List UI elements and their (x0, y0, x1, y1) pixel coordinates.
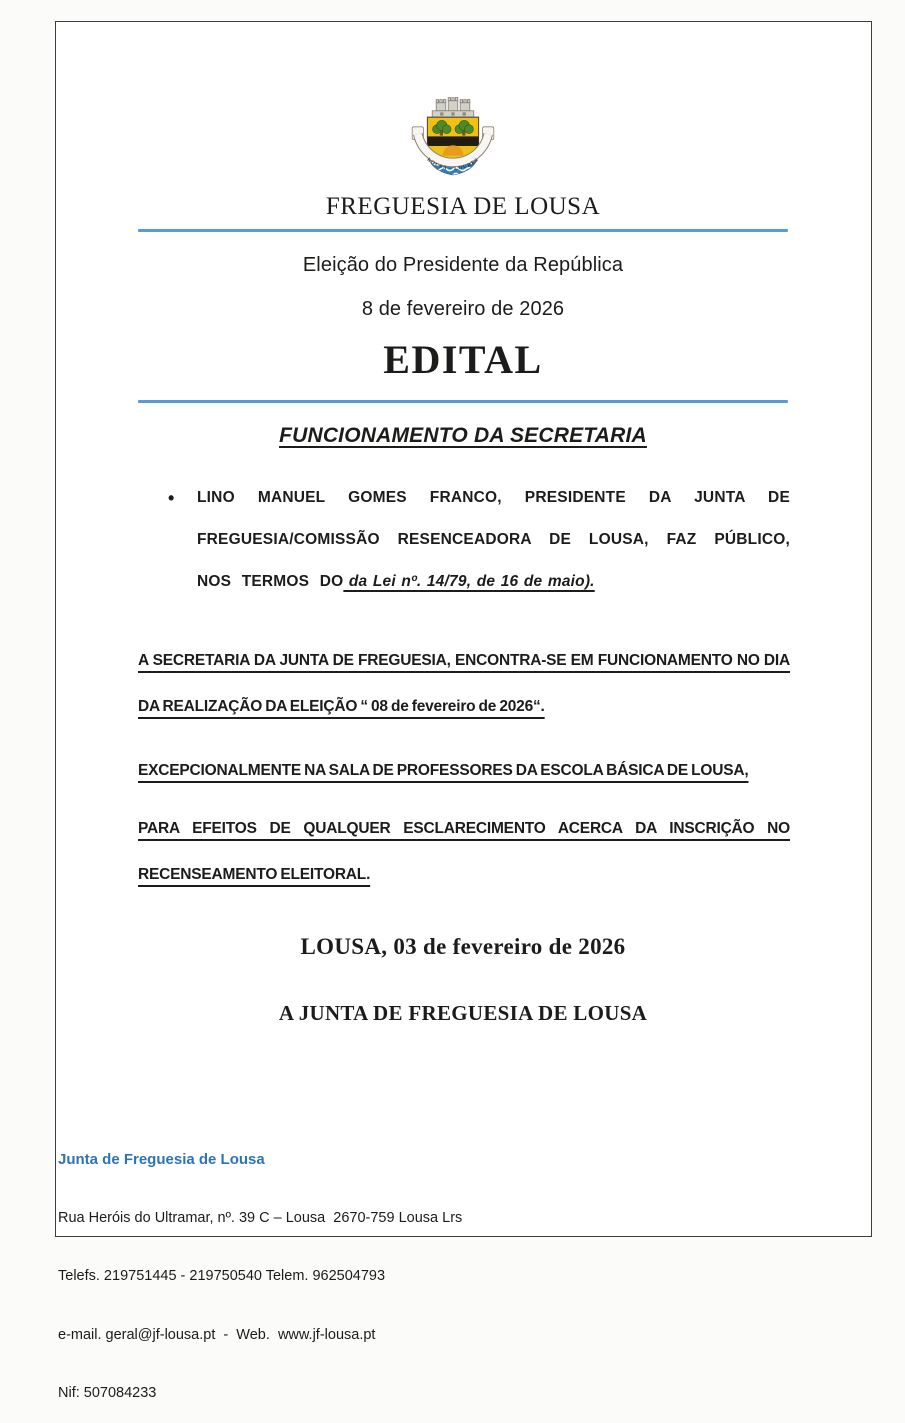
paragraph-secretaria: A SECRETARIA DA JUNTA DE FREGUESIA, ENCONTRA-SE EM FUNCIONAMENTO NO DIA DA REALIZAÇÃO DA ELEIÇÃO “ 08 de fevereiro de 2026“. (138, 652, 790, 715)
signature-line: A JUNTA DE FREGUESIA DE LOUSA (278, 1001, 648, 1025)
announcement-bullet-item (158, 477, 790, 603)
footer-nif: Nif: 507084233 (58, 1385, 157, 1401)
paragraph-excepcionalmente: EXCEPCIONALMENTE NA SALA DE PROFESSORES DA ESCOLA BÁSICA DE LOUSA, (138, 762, 749, 779)
coat-of-arms-icon (405, 92, 501, 184)
doc-title: EDITAL (383, 337, 543, 382)
bridge-icon (427, 136, 478, 146)
title-rule (138, 400, 788, 403)
law-reference-text: da Lei nº. 14/79, de 16 de maio). (343, 573, 595, 590)
header-rule (138, 229, 788, 232)
announcement-bold-text: LINO MANUEL GOMES FRANCO, PRESIDENTE DA JUNTA DE FREGUESIA/COMISSÃO RESENCEADORA DE LOUSA, FAZ PÚBLICO, NOS TERMOS DO (197, 489, 790, 590)
org-title: FREGUESIA DE LOUSA (325, 193, 601, 220)
election-date-subtitle: 8 de fevereiro de 2026 (361, 298, 565, 320)
bullet-marker: • (168, 488, 175, 508)
ribbon-text: LOUSA - LOURES (425, 156, 481, 173)
footer-org-name: Junta de Freguesia de Lousa (58, 1151, 265, 1168)
election-subtitle: Eleição do Presidente da República (302, 254, 624, 276)
section-title: FUNCIONAMENTO DA SECRETARIA (279, 424, 647, 447)
footer-contact-block (58, 1111, 488, 1423)
paragraph-para-efeitos: PARA EFEITOS DE QUALQUER ESCLARECIMENTO ACERCA DA INSCRIÇÃO NO RECENSEAMENTO ELEITORAL. (138, 820, 790, 883)
footer-phones: Telefs. 219751445 - 219750540 Telem. 962504793 (58, 1268, 386, 1284)
date-place-line: LOUSA, 03 de fevereiro de 2026 (300, 934, 626, 959)
footer-email-web: e-mail. geral@jf-lousa.pt - Web. www.jf-lousa.pt (58, 1326, 376, 1343)
announcement-text (197, 477, 790, 603)
footer-address: Rua Heróis do Ultramar, nº. 39 C – Lousa 2670-759 Lousa Lrs (58, 1209, 463, 1226)
